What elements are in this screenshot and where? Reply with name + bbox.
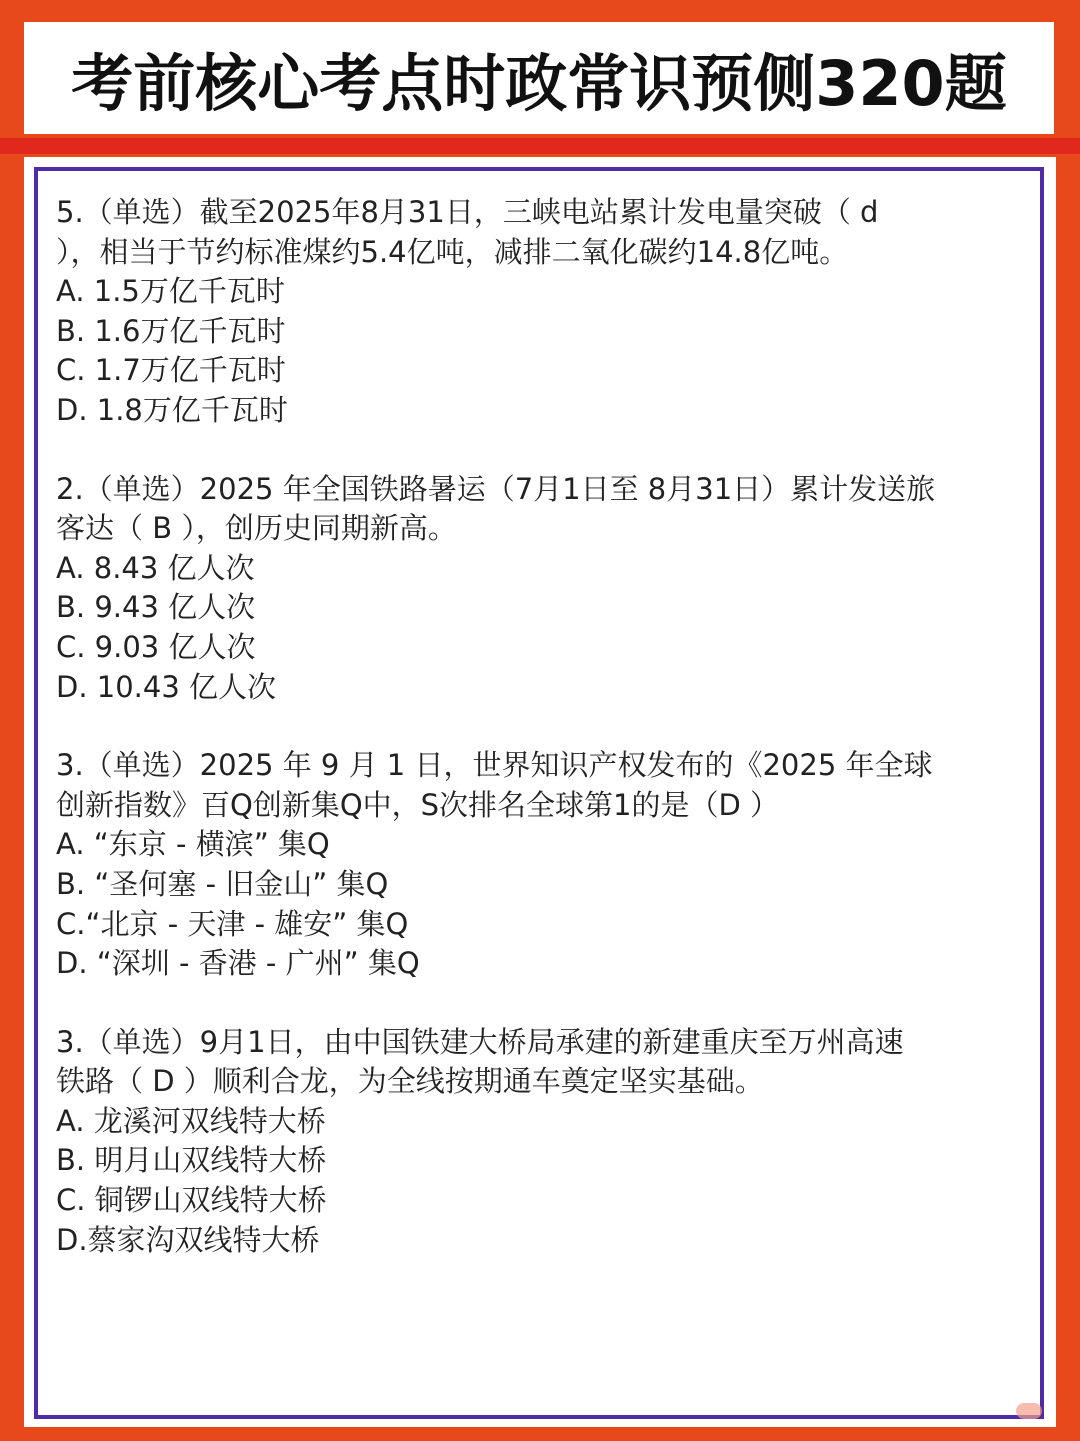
- question-item: [56, 193, 1031, 431]
- option-d: D. 1.8万亿千瓦时: [56, 392, 288, 427]
- question-stem: 2.（单选）2025 年全国铁路暑运（7月1日至 8月31日）累计发送旅: [56, 471, 936, 506]
- question-stem: 3.（单选）9月1日，由中国铁建大桥局承建的新建重庆至万州高速: [56, 1024, 904, 1059]
- page-title: 考前核心考点时政常识预侧320题: [71, 46, 1007, 120]
- option-c: C. 铜锣山双线特大桥: [56, 1183, 327, 1218]
- question-stem: ），相当于节约标准煤约5.4亿吨，减排二氧化碳约14.8亿吨。: [56, 234, 849, 269]
- question-stem: 铁路（ D ）顺利合龙，为全线按期通车奠定坚实基础。: [56, 1064, 764, 1099]
- question-stem: 客达（ B ），创历史同期新高。: [56, 511, 457, 546]
- watermark-icon: [1016, 1403, 1042, 1419]
- option-c: C. 1.7万亿千瓦时: [56, 353, 286, 388]
- question-stem: 3.（单选）2025 年 9 月 1 日，世界知识产权发布的《2025 年全球: [56, 748, 933, 783]
- option-a: A. “东京 - 横滨” 集Q: [56, 827, 330, 862]
- option-a: A. 8.43 亿人次: [56, 550, 255, 585]
- option-d: D. 10.43 亿人次: [56, 669, 277, 704]
- question-stem: 5.（单选）截至2025年8月31日，三峡电站累计发电量突破（ d: [56, 195, 879, 229]
- option-c: C. 9.03 亿人次: [56, 629, 256, 664]
- question-item: [56, 1023, 1031, 1261]
- question-stem: 创新指数》百Q创新集Q中，S次排名全球第1的是（D ）: [56, 787, 780, 822]
- option-d: D.蔡家沟双线特大桥: [56, 1222, 320, 1257]
- option-b: B. 明月山双线特大桥: [56, 1143, 327, 1178]
- content-card: [24, 157, 1056, 1427]
- option-a: A. 龙溪河双线特大桥: [56, 1103, 326, 1138]
- content-frame: [34, 167, 1044, 1419]
- question-item: [56, 470, 1031, 708]
- title-banner: [24, 22, 1054, 134]
- option-b: B. 9.43 亿人次: [56, 590, 256, 625]
- question-list: [56, 193, 1031, 1299]
- option-b: B. “圣何塞 - 旧金山” 集Q: [56, 866, 389, 901]
- option-a: A. 1.5万亿千瓦时: [56, 274, 285, 309]
- option-d: D. “深圳 - 香港 - 广州” 集Q: [56, 946, 420, 981]
- header-divider-band: [0, 138, 1080, 154]
- option-c: C.“北京 - 天津 - 雄安” 集Q: [56, 906, 409, 941]
- option-b: B. 1.6万亿千瓦时: [56, 313, 286, 348]
- question-item: [56, 746, 1031, 984]
